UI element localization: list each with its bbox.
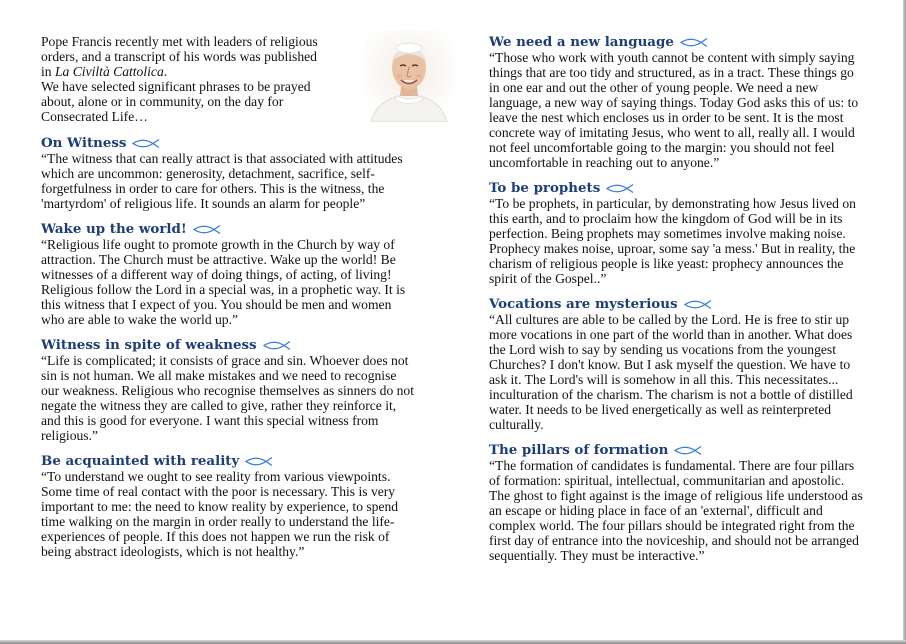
section-to-be-prophets	[489, 180, 867, 286]
section-heading	[41, 135, 416, 151]
intro-line3: We have selected significant phrases to be prayed about, alone or in community, on the day for Consecrated Life…	[41, 79, 311, 124]
section-the-pillars-of-formation	[489, 442, 867, 563]
left-column	[41, 34, 416, 559]
section-text: “To understand we ought to see reality from various viewpoints. Some time of real contact with the poor is necessary. This is very important to me: the need to know reality by experience, to spend time walking on the margin in order really to understand the life-experiences of people. If this does not happen we run the risk of being abstract ideologists, which is not healthy.”	[41, 469, 399, 559]
section-heading	[489, 442, 867, 458]
heading-label: On Witness	[41, 135, 127, 151]
section-text: “Religious life ought to promote growth in the Church by way of attraction. The Church must be attractive. Wake up the world! Be witnesses of a different way of doing things, of acting, of living! Religious follow the Lord in a special was, in a prophetic way. It is this witness that I expect of you. You should be men and women who are able to wake the world up.”	[41, 237, 406, 327]
heading-label: Vocations are mysterious	[489, 296, 678, 312]
heading-label: Wake up the world!	[41, 221, 187, 237]
section-text: “Life is complicated; it consists of grace and sin. Whoever does not sin is not human. We all make mistakes and we need to recognise our weakness. Religious who recognise themselves as sinners do not negate the witness they are called to give, rather they reinforce it, and this is good for everyone. I want this special witness from religious.”	[41, 353, 415, 443]
right-column	[489, 34, 867, 563]
fish-icon	[131, 138, 161, 149]
section-heading	[41, 453, 416, 469]
fish-icon	[244, 456, 274, 467]
fish-icon	[673, 445, 703, 456]
section-heading	[489, 34, 867, 50]
section-text: “The witness that can really attract is that associated with attitudes which are uncommon: generosity, detachment, sacrifice, self-forgetfulness in order to care for others. This is the witness, the 'martyrdom' of religious life. It sounds an alarm for people”	[41, 151, 403, 211]
heading-label: Witness in spite of weakness	[41, 337, 257, 353]
section-text: “All cultures are able to be called by the Lord. He is free to stir up more vocations in one part of the world than in another. What does the Lord wish to say by sending us vocations from the youngest Churches? I don't know. But I ask myself the question. We have to ask it. The Lord's will is somehow in all this. This necessitates... inculturation of the charism. The charism is not a bottle of distilled water. It needs to be lived energetically as well as reinterpreted culturally.	[489, 312, 853, 432]
section-heading	[41, 221, 416, 237]
section-text: “The formation of candidates is fundamental. There are four pillars of formation: spiritual, intellectual, communitarian and apostolic. The ghost to fight against is the image of religious life understood as an escape or hiding place in face of an 'external', difficult and complex world. The four pillars should be integrated right from the first day of entrance into the noviceship, and should not be arranged sequentially. They must be interactive.”	[489, 458, 863, 563]
page-edge-bottom	[0, 640, 906, 644]
section-text: “To be prophets, in particular, by demonstrating how Jesus lived on this earth, and to proclaim how the kingdom of God will be in its perfection. Being prophets may sometimes involve making noise. Prophecy makes noise, uproar, some say 'a mess.' But in reality, the charism of religious people is like yeast: prophecy announces the spirit of the Gospel..”	[489, 196, 856, 286]
pope-francis-photo	[363, 30, 455, 122]
heading-label: We need a new language	[489, 34, 674, 50]
heading-label: To be prophets	[489, 180, 601, 196]
intro-block	[41, 34, 416, 125]
section-on-witness	[41, 135, 416, 211]
section-we-need-a-new-language	[489, 34, 867, 170]
fish-icon	[192, 224, 222, 235]
section-heading	[41, 337, 416, 353]
fish-icon	[262, 340, 292, 351]
fish-icon	[683, 299, 713, 310]
intro-line1: Pope Francis recently met with leaders of religious orders, and a transcript of his words was published in	[41, 34, 318, 79]
publication-name: La Civiltà Cattolica	[54, 64, 164, 79]
section-wake-up-the-world	[41, 221, 416, 327]
section-text: “Those who work with youth cannot be content with simply saying things that are too tidy and structured, as in a tract. These things go in one ear and out the other of young people. We need a new language, a new way of saying things. Today God asks this of us: to leave the nest which encloses us in order to be sent. It is the most concrete way of imitating Jesus, who went to all, really all. I would not feel uncomfortable going to the margin: you should not feel uncomfortable in reaching out to anyone.”	[489, 50, 859, 170]
fish-icon	[605, 183, 635, 194]
heading-label: The pillars of formation	[489, 442, 669, 458]
section-witness-in-spite-of-weakness	[41, 337, 416, 443]
fish-icon	[679, 37, 709, 48]
intro-line2: .	[163, 64, 168, 79]
intro-text	[41, 34, 323, 124]
heading-label: Be acquainted with reality	[41, 453, 240, 469]
section-heading	[489, 180, 867, 196]
section-vocations-are-mysterious	[489, 296, 867, 432]
section-be-acquainted-with-reality	[41, 453, 416, 559]
section-heading	[489, 296, 867, 312]
